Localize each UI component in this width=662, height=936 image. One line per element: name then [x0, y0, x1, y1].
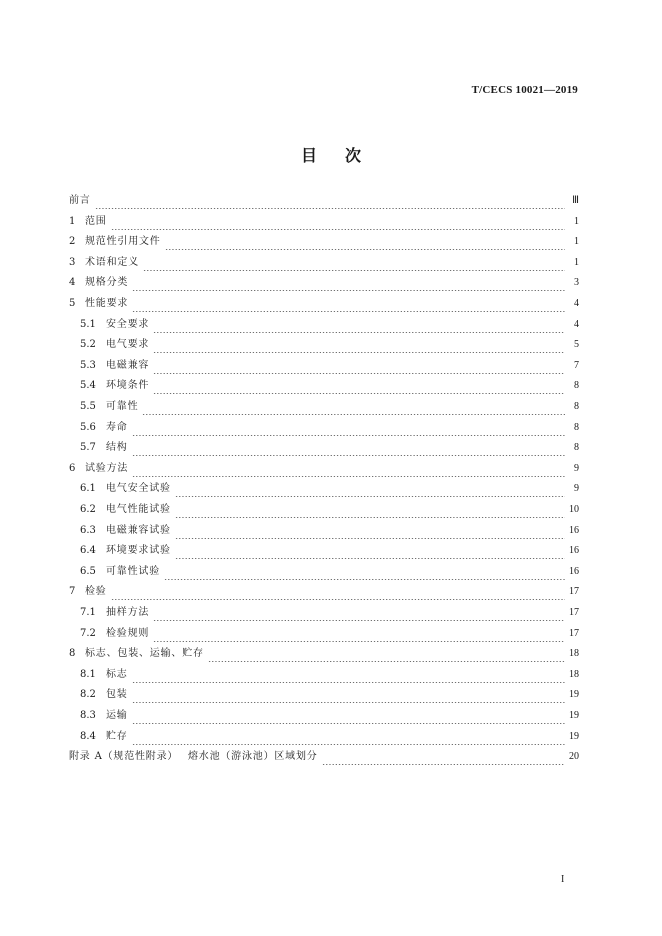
toc-entry-page: 5	[574, 339, 579, 351]
toc-entry-number: 6.2	[80, 504, 96, 515]
toc-entry-page: 8	[574, 442, 579, 454]
toc-entry-page: 16	[569, 545, 579, 557]
dot-leader	[164, 564, 565, 580]
toc-entry-page: 8	[574, 380, 579, 392]
toc-entry-page: 19	[569, 730, 579, 742]
toc-entry-page: 17	[569, 607, 579, 618]
toc-entry-page: 8	[574, 421, 579, 433]
toc-entry-number: 8.2	[80, 689, 96, 701]
toc-entry[interactable]	[69, 214, 579, 230]
toc-entry-page: 8	[574, 401, 579, 412]
toc-entry-number: 3	[69, 256, 76, 268]
toc-entry-number: 1	[69, 215, 76, 227]
toc-entry-number: 6.4	[80, 545, 96, 557]
toc-entry-number: 6	[69, 462, 76, 474]
toc-entry[interactable]	[80, 358, 579, 374]
toc-entry[interactable]	[80, 317, 579, 333]
toc-entry-label: 电气要求	[106, 339, 150, 351]
dot-leader	[153, 605, 565, 621]
toc-entry-label: 规格分类	[85, 277, 129, 289]
toc-entry[interactable]	[80, 378, 579, 394]
toc-entry-label: 试验方法	[85, 462, 129, 474]
toc-entry[interactable]	[80, 729, 579, 745]
toc-entry[interactable]	[69, 646, 579, 662]
toc-entry-label: 附录 A（规范性附录） 熔水池（游泳池）区域划分	[69, 751, 318, 763]
toc-entry-page: 1	[574, 215, 579, 227]
toc-entry-number: 7.1	[80, 607, 96, 618]
toc-entry[interactable]	[69, 255, 579, 271]
dot-leader	[132, 440, 565, 456]
toc-entry[interactable]	[80, 687, 579, 703]
toc-entry-page: Ⅲ	[572, 195, 579, 206]
dot-leader	[111, 584, 565, 600]
toc-entry-page: 18	[569, 648, 579, 660]
toc-entry[interactable]	[80, 481, 579, 497]
toc-entry[interactable]	[80, 337, 579, 353]
toc-entry-page: 4	[574, 298, 579, 309]
toc-entry-page: 17	[569, 586, 579, 598]
dot-leader	[132, 667, 565, 683]
dot-leader	[111, 214, 565, 230]
toc-entry[interactable]	[69, 275, 579, 291]
toc-entry-label: 范围	[85, 215, 107, 227]
toc-entry-number: 6.3	[80, 524, 96, 536]
dot-leader	[132, 708, 565, 724]
toc-entry-number: 5.1	[80, 318, 96, 330]
dot-leader	[132, 687, 565, 703]
toc-entry-label: 电磁兼容	[106, 359, 150, 371]
toc-entry-number: 7	[69, 586, 76, 598]
toc-entry-number: 8	[69, 648, 76, 660]
dot-leader	[132, 420, 565, 436]
toc-entry-page: 20	[569, 751, 579, 763]
dot-leader	[165, 234, 565, 250]
dot-leader	[175, 502, 565, 518]
toc-entry-number: 5.5	[80, 401, 96, 412]
toc-entry[interactable]	[80, 420, 579, 436]
toc-entry-label: 电磁兼容试验	[106, 524, 171, 536]
toc-entry[interactable]	[69, 461, 579, 477]
toc-entry-page: 9	[574, 462, 579, 474]
toc-entry[interactable]	[80, 399, 579, 415]
toc-entry[interactable]	[69, 749, 579, 765]
toc-entry-label: 电气性能试验	[106, 504, 171, 515]
toc-title: 目次	[300, 146, 389, 165]
toc-entry-label: 环境要求试验	[106, 545, 171, 557]
toc-entry-label: 贮存	[106, 730, 128, 742]
dot-leader	[132, 461, 565, 477]
dot-leader	[322, 749, 565, 765]
toc-entry-page: 3	[574, 277, 579, 289]
toc-entry[interactable]	[80, 626, 579, 642]
dot-leader	[153, 378, 565, 394]
toc-entry[interactable]	[69, 584, 579, 600]
toc-entry-page: 1	[574, 256, 579, 268]
toc-entry-number: 2	[69, 236, 76, 248]
dot-leader	[153, 317, 565, 333]
toc-entry-page: 17	[569, 627, 579, 639]
toc-entry-label: 检验	[85, 586, 107, 598]
toc-entry-number: 7.2	[80, 627, 96, 639]
dot-leader	[132, 275, 565, 291]
dot-leader	[175, 523, 565, 539]
toc-entry[interactable]	[80, 523, 579, 539]
toc-entry[interactable]	[80, 605, 579, 621]
toc-entry-page: 4	[574, 318, 579, 330]
toc-entry-page: 1	[574, 236, 579, 248]
dot-leader	[175, 543, 565, 559]
toc-entry-number: 4	[69, 277, 76, 289]
toc-entry-number: 5	[69, 298, 76, 309]
toc-entry[interactable]	[80, 502, 579, 518]
toc-entry-number: 8.4	[80, 730, 96, 742]
toc-entry-page: 10	[569, 504, 579, 515]
toc-entry[interactable]	[80, 564, 579, 580]
dot-leader	[153, 337, 565, 353]
toc-entry-page: 18	[569, 668, 579, 680]
toc-entry[interactable]	[69, 234, 579, 250]
dot-leader	[208, 646, 565, 662]
toc-entry[interactable]	[80, 708, 579, 724]
toc-entry-page: 7	[574, 359, 579, 371]
toc-entry-label: 寿命	[106, 421, 128, 433]
toc-entry-number: 5.7	[80, 442, 96, 454]
toc-entry-page: 16	[569, 524, 579, 536]
toc-entry-label: 抽样方法	[106, 607, 150, 618]
toc-entry-label: 电气安全试验	[106, 483, 171, 495]
toc-entry-number: 8.1	[80, 668, 96, 680]
dot-leader	[132, 729, 565, 745]
toc-entry-number: 5.6	[80, 421, 96, 433]
toc-entry[interactable]	[80, 543, 579, 559]
toc-entry-page: 16	[569, 565, 579, 577]
toc-entry-label: 标志、包装、运输、贮存	[85, 648, 204, 660]
toc-entry-label: 包装	[106, 689, 128, 701]
dot-leader	[142, 399, 565, 415]
toc-entry-label: 标志	[106, 668, 128, 680]
toc-entry-label: 可靠性试验	[106, 565, 160, 577]
toc-entry-label: 可靠性	[106, 401, 139, 412]
dot-leader	[132, 296, 565, 312]
dot-leader	[95, 193, 565, 209]
toc-entry-label: 规范性引用文件	[85, 236, 161, 248]
toc-entry-number: 5.2	[80, 339, 96, 351]
toc-entry-page: 19	[569, 689, 579, 701]
toc-entry-number: 6.5	[80, 565, 96, 577]
toc-entry-label: 前言	[69, 195, 91, 206]
dot-leader	[153, 358, 565, 374]
dot-leader	[175, 481, 565, 497]
toc-entry-label: 检验规则	[106, 627, 150, 639]
toc-entry[interactable]	[69, 193, 579, 209]
toc-entry-label: 环境条件	[106, 380, 150, 392]
toc-entry[interactable]	[80, 440, 579, 456]
toc-entry-label: 安全要求	[106, 318, 150, 330]
toc-entry-page: 9	[574, 483, 579, 495]
dot-leader	[143, 255, 565, 271]
page-number: I	[561, 874, 565, 885]
toc-entry-number: 5.4	[80, 380, 96, 392]
toc-entry-label: 性能要求	[85, 298, 129, 309]
toc-entry-number: 5.3	[80, 359, 96, 371]
toc-entry-page: 19	[569, 710, 579, 721]
toc-entry-label: 运输	[106, 710, 128, 721]
toc-entry[interactable]	[80, 667, 579, 683]
standard-code: T/CECS 10021—2019	[471, 84, 578, 96]
toc-entry-label: 术语和定义	[85, 256, 139, 268]
toc-entry-number: 8.3	[80, 710, 96, 721]
dot-leader	[153, 626, 565, 642]
toc-entry[interactable]	[69, 296, 579, 312]
toc-entry-number: 6.1	[80, 483, 96, 495]
toc-entry-label: 结构	[106, 442, 128, 454]
